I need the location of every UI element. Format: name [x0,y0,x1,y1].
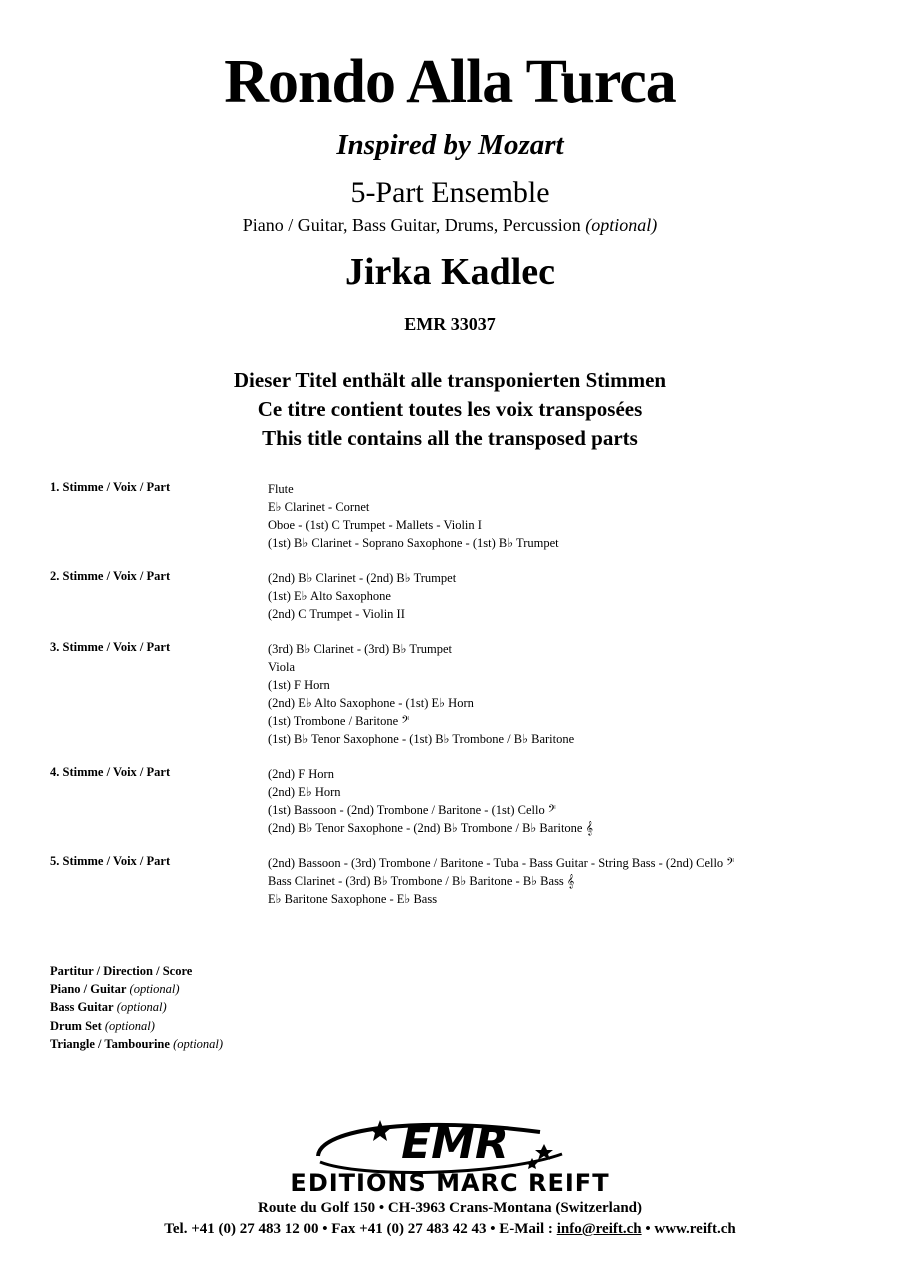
part-instrument: (1st) B♭ Tenor Saxophone - (1st) B♭ Trombone / B♭ Baritone [268,732,575,746]
star-icon [369,1120,391,1141]
part-label: 3. Stimme / Voix / Part [50,640,171,654]
page-title: Rondo Alla Turca [224,48,676,116]
contact-phone-fax: Tel. +41 (0) 27 483 12 00 • Fax +41 (0) 27 483 42 43 • E-Mail : [164,1221,557,1237]
part-label: 2. Stimme / Voix / Part [50,569,171,583]
part-instrument: (1st) E♭ Alto Saxophone [268,589,391,603]
extra-part-name: Partitur / Direction / Score [50,964,193,978]
part-label: 1. Stimme / Voix / Part [50,480,171,494]
part-instrument: (2nd) E♭ Alto Saxophone - (1st) E♭ Horn [268,696,474,710]
part-group-1 [50,480,870,552]
part-instrument: (2nd) B♭ Tenor Saxophone - (2nd) B♭ Trombone / B♭ Baritone 𝄞 [268,821,593,835]
part-instrument: Flute [268,482,294,496]
extra-part-bass-guitar [50,998,223,1016]
parts-list [50,480,870,925]
part-label: 5. Stimme / Voix / Part [50,854,171,868]
extra-part-name: Triangle / Tambourine [50,1036,170,1051]
instrumentation [0,215,900,237]
instrumentation-optional: (optional) [585,215,658,235]
part-group-2 [50,569,870,623]
transposed-parts-notice [0,366,900,453]
composer-name: Jirka Kadlec [344,251,556,293]
extra-part-drum-set [50,1017,223,1035]
extra-part-note: (optional) [104,1018,155,1033]
extra-part-name: Piano / Guitar [50,982,127,997]
part-group-4 [50,765,870,837]
part-instrument: (2nd) E♭ Horn [268,785,341,799]
part-instrument: E♭ Baritone Saxophone - E♭ Bass [268,892,438,906]
notice-french: Ce titre contient toutes les voix transposées [257,397,643,421]
notice-german: Dieser Titel enthält alle transponierten Stimmen [233,368,667,392]
part-instrument: (2nd) F Horn [268,767,334,781]
extra-part-piano [50,980,223,998]
extra-part-score [50,962,223,980]
part-instrument: (1st) Trombone / Baritone 𝄢 [268,714,410,728]
part-instrument: Bass Clarinet - (3rd) B♭ Trombone / B♭ Baritone - B♭ Bass 𝄞 [268,874,575,888]
extra-part-note: (optional) [129,982,180,997]
part-group-3 [50,640,870,748]
extra-part-note: (optional) [173,1036,224,1051]
ensemble-label: 5-Part Ensemble [350,176,550,209]
part-instrument: (2nd) Bassoon - (3rd) Trombone / Baritone - Tuba - Bass Guitar - String Bass - (2nd) Cello 𝄢 [268,856,735,870]
part-label: 4. Stimme / Voix / Part [50,765,171,779]
part-instrument: (1st) F Horn [268,678,330,692]
part-instrument: (3rd) B♭ Clarinet - (3rd) B♭ Trumpet [268,642,452,656]
part-instrument: Oboe - (1st) C Trumpet - Mallets - Violin I [268,518,482,532]
part-instrument: (2nd) C Trumpet - Violin II [268,607,405,621]
part-instrument: Viola [268,660,296,674]
instrumentation-list: Piano / Guitar, Bass Guitar, Drums, Percussion [242,215,581,235]
extra-part-triangle [50,1035,223,1053]
extra-part-name: Bass Guitar [50,1000,114,1015]
publisher-name: EDITIONS MARC REIFT [290,1169,610,1197]
part-instrument: E♭ Clarinet - Cornet [268,500,370,514]
catalog-number: EMR 33037 [404,314,496,334]
part-group-5 [50,854,870,908]
additional-parts-list [50,962,223,1053]
contact-website: • www.reift.ch [641,1221,736,1237]
logo-text: EMR [401,1118,509,1169]
extra-part-name: Drum Set [50,1018,102,1033]
subtitle: Inspired by Mozart [336,129,564,161]
notice-english: This title contains all the transposed parts [262,426,638,450]
part-instrument: (1st) B♭ Clarinet - Soprano Saxophone - (1st) B♭ Trumpet [268,536,559,550]
publisher-address: Route du Golf 150 • CH-3963 Crans-Montana (Switzerland) [258,1200,642,1216]
part-instrument: (1st) Bassoon - (2nd) Trombone / Baritone - (1st) Cello 𝄢 [268,803,556,817]
email-link[interactable]: info@reift.ch [556,1221,642,1237]
publisher-contact [0,1220,900,1238]
part-instrument: (2nd) B♭ Clarinet - (2nd) B♭ Trumpet [268,571,457,585]
extra-part-note: (optional) [116,1000,167,1015]
